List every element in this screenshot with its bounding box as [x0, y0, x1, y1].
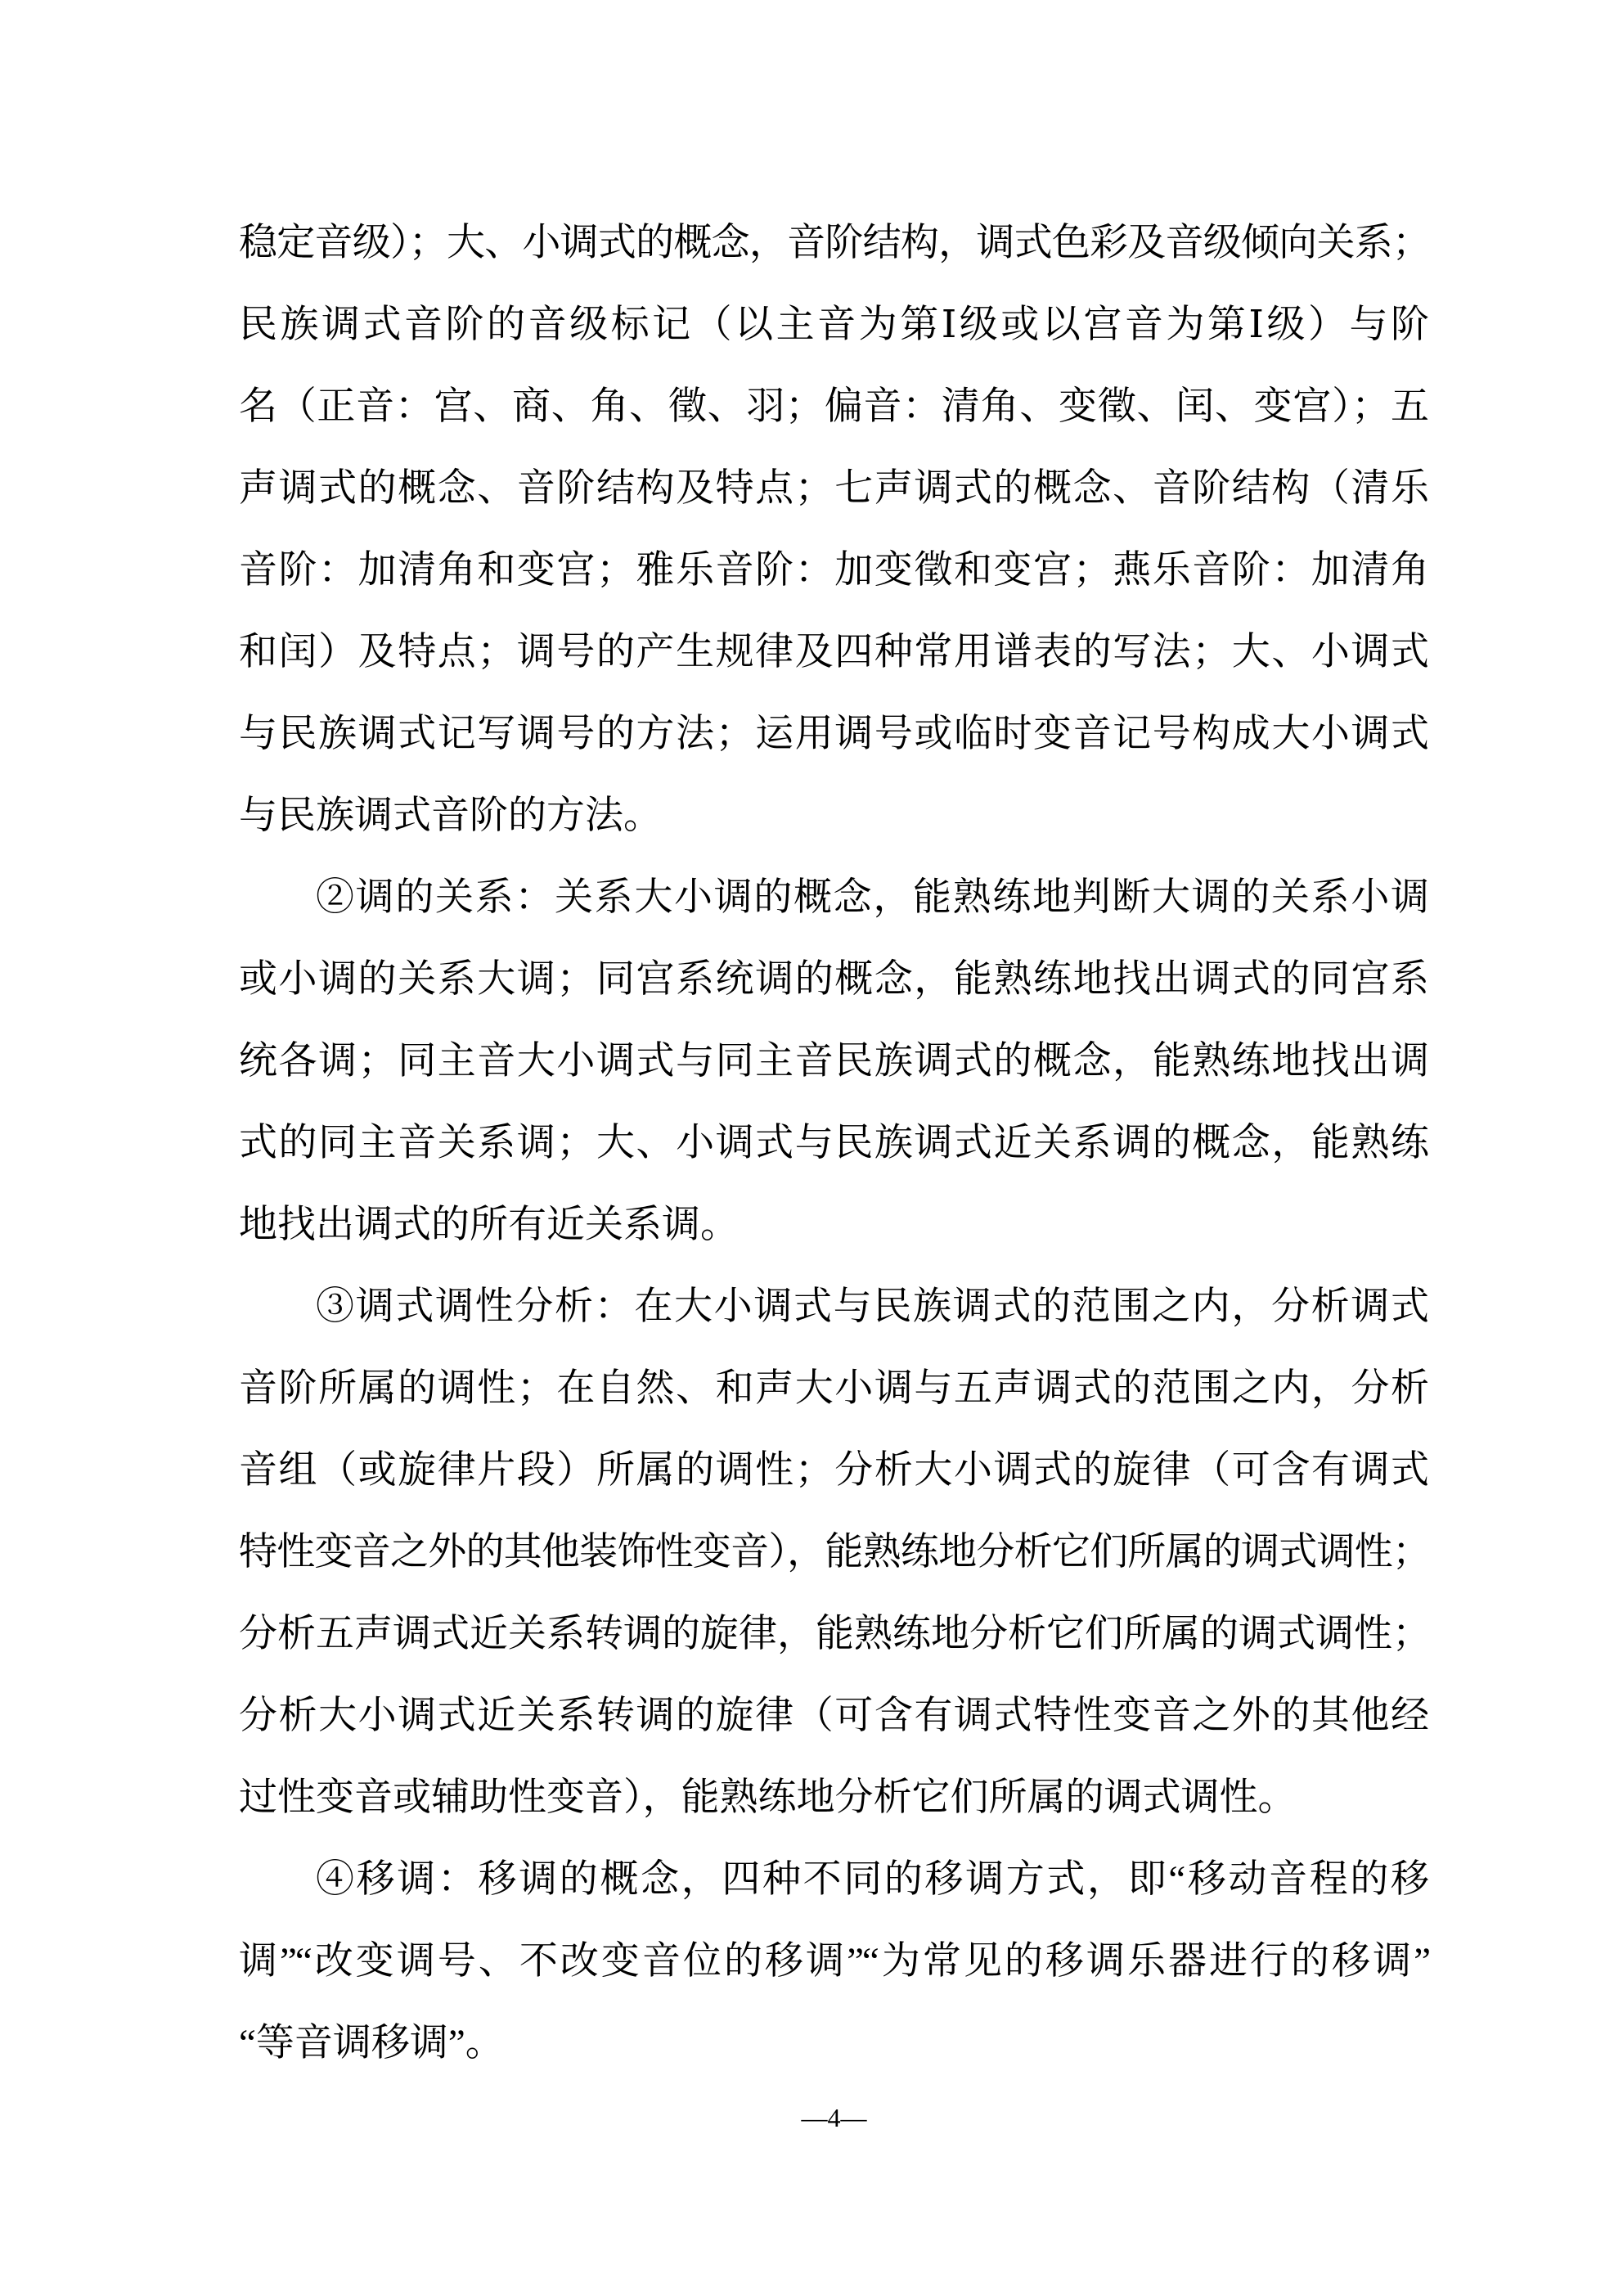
- text-line: “等音调移调”。: [239, 2022, 504, 2064]
- text-line: ②调的关系：关系大小调的概念，能熟练地判断大调的关系小调: [316, 876, 1429, 919]
- text-body: [239, 202, 1429, 2084]
- text-line: 音阶所属的调性；在自然、和声大小调与五声调式的范围之内，分析: [239, 1367, 1429, 1410]
- text-line: ④移调：移调的概念，四种不同的移调方式，即“移动音程的移: [316, 1858, 1429, 1901]
- text-line: 与民族调式记写调号的方法；运用调号或临时变音记号构成大小调式: [239, 713, 1429, 755]
- text-line: 音阶：加清角和变宫；雅乐音阶：加变徵和变宫；燕乐音阶：加清角: [239, 549, 1429, 592]
- text-line: 声调式的概念、音阶结构及特点；七声调式的概念、音阶结构（清乐: [239, 467, 1429, 510]
- text-line: 地找出调式的所有近关系调。: [239, 1204, 739, 1246]
- text-line: 与民族调式音阶的方法。: [239, 795, 662, 837]
- text-line: 民族调式音阶的音级标记（以主音为第Ⅰ级或以宫音为第Ⅰ级）与阶: [239, 304, 1429, 346]
- text-line: 和闰）及特点；调号的产生规律及四种常用谱表的写法；大、小调式: [239, 631, 1429, 673]
- text-line: 名（正音：宫、商、角、徵、羽；偏音：清角、变徵、闰、变宫）；五: [239, 385, 1429, 428]
- text-line: 调”“改变调号、不改变音位的移调”“为常见的移调乐器进行的移调”: [239, 1940, 1429, 1983]
- text-line: 或小调的关系大调；同宫系统调的概念，能熟练地找出调式的同宫系: [239, 958, 1429, 1001]
- page-number: —4—: [801, 2103, 867, 2132]
- text-line: 统各调；同主音大小调式与同主音民族调式的概念，能熟练地找出调: [239, 1040, 1429, 1083]
- text-line: ③调式调性分析：在大小调式与民族调式的范围之内，分析调式: [316, 1285, 1429, 1328]
- text-line: 分析大小调式近关系转调的旋律（可含有调式特性变音之外的其他经: [239, 1695, 1429, 1737]
- text-line: 过性变音或辅助性变音），能熟练地分析它们所属的调式调性。: [239, 1776, 1297, 1819]
- text-line: 式的同主音关系调；大、小调式与民族调式近关系调的概念，能熟练: [239, 1122, 1429, 1164]
- text-line: 特性变音之外的其他装饰性变音），能熟练地分析它们所属的调式调性；: [239, 1531, 1429, 1573]
- text-line: 分析五声调式近关系转调的旋律，能熟练地分析它们所属的调式调性；: [239, 1613, 1429, 1655]
- text-line: 稳定音级）；大、小调式的概念，音阶结构，调式色彩及音级倾向关系；: [239, 222, 1429, 264]
- text-line: 音组（或旋律片段）所属的调性；分析大小调式的旋律（可含有调式: [239, 1449, 1429, 1492]
